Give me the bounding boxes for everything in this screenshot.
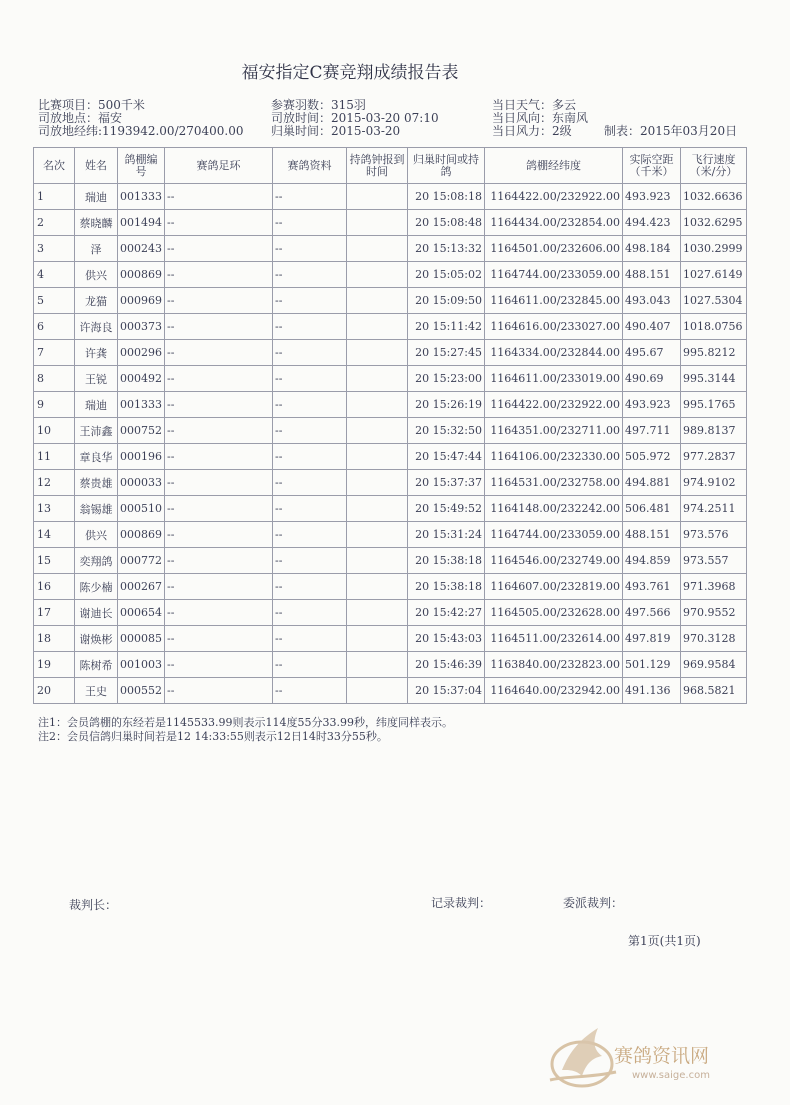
cell-pigeon-info: -- <box>273 652 347 678</box>
cell-clock-time <box>347 626 408 652</box>
pigeon-logo-icon <box>542 1020 622 1092</box>
cell-rank: 18 <box>34 626 75 652</box>
cell-name: 王史 <box>75 678 118 704</box>
cell-loft-coords: 1163840.00/232823.00 <box>485 652 623 678</box>
cell-rank: 6 <box>34 314 75 340</box>
cell-return-time: 20 15:26:19 <box>408 392 485 418</box>
cell-ring: -- <box>165 522 273 548</box>
cell-loft-id: 001333 <box>118 184 165 210</box>
cell-loft-coords: 1164616.00/233027.00 <box>485 314 623 340</box>
table-header-row <box>34 148 747 184</box>
info-event: 比赛项目：500千米 <box>38 98 145 112</box>
cell-loft-coords: 1164334.00/232844.00 <box>485 340 623 366</box>
cell-pigeon-info: -- <box>273 184 347 210</box>
cell-rank: 7 <box>34 340 75 366</box>
cell-rank: 10 <box>34 418 75 444</box>
cell-rank: 17 <box>34 600 75 626</box>
cell-name: 陈少楠 <box>75 574 118 600</box>
cell-clock-time <box>347 236 408 262</box>
cell-name: 龙猫 <box>75 288 118 314</box>
cell-distance: 493.923 <box>623 184 681 210</box>
cell-distance: 493.923 <box>623 392 681 418</box>
results-table-body <box>34 184 747 704</box>
info-compiled-date: 制表：2015年03月20日 <box>604 124 738 138</box>
cell-pigeon-info: -- <box>273 444 347 470</box>
cell-pigeon-info: -- <box>273 548 347 574</box>
watermark-site-url: www.saige.com <box>632 1070 710 1081</box>
cell-pigeon-info: -- <box>273 418 347 444</box>
cell-distance: 490.69 <box>623 366 681 392</box>
table-row <box>34 678 747 704</box>
cell-clock-time <box>347 262 408 288</box>
cell-clock-time <box>347 444 408 470</box>
table-row <box>34 366 747 392</box>
cell-loft-coords: 1164501.00/232606.00 <box>485 236 623 262</box>
cell-loft-coords: 1164640.00/232942.00 <box>485 678 623 704</box>
cell-clock-time <box>347 548 408 574</box>
cell-distance: 491.136 <box>623 678 681 704</box>
header-speed: 飞行速度（米/分） <box>681 148 747 184</box>
table-row <box>34 522 747 548</box>
cell-distance: 506.481 <box>623 496 681 522</box>
cell-ring: -- <box>165 392 273 418</box>
cell-pigeon-info: -- <box>273 626 347 652</box>
cell-clock-time <box>347 496 408 522</box>
cell-clock-time <box>347 574 408 600</box>
signature-chief-judge: 裁判长： <box>69 898 118 912</box>
cell-ring: -- <box>165 678 273 704</box>
cell-distance: 494.881 <box>623 470 681 496</box>
cell-return-time: 20 15:23:00 <box>408 366 485 392</box>
cell-return-time: 20 15:05:02 <box>408 262 485 288</box>
cell-loft-id: 000373 <box>118 314 165 340</box>
cell-loft-id: 000296 <box>118 340 165 366</box>
header-rank: 名次 <box>34 148 75 184</box>
table-row <box>34 548 747 574</box>
cell-loft-coords: 1164611.00/233019.00 <box>485 366 623 392</box>
cell-speed: 974.9102 <box>681 470 747 496</box>
cell-speed: 969.9584 <box>681 652 747 678</box>
cell-loft-coords: 1164505.00/232628.00 <box>485 600 623 626</box>
cell-return-time: 20 15:08:18 <box>408 184 485 210</box>
cell-pigeon-info: -- <box>273 236 347 262</box>
cell-ring: -- <box>165 366 273 392</box>
cell-pigeon-info: -- <box>273 288 347 314</box>
cell-ring: -- <box>165 626 273 652</box>
report-title: 福安指定C赛竞翔成绩报告表 <box>241 63 459 83</box>
signature-record-judge: 记录裁判： <box>431 896 492 910</box>
table-row <box>34 288 747 314</box>
cell-return-time: 20 15:32:50 <box>408 418 485 444</box>
cell-loft-coords: 1164511.00/232614.00 <box>485 626 623 652</box>
cell-loft-coords: 1164422.00/232922.00 <box>485 184 623 210</box>
info-weather: 当日天气：多云 <box>492 98 577 112</box>
cell-rank: 2 <box>34 210 75 236</box>
table-row <box>34 600 747 626</box>
table-row <box>34 574 747 600</box>
cell-pigeon-info: -- <box>273 496 347 522</box>
cell-loft-coords: 1164611.00/232845.00 <box>485 288 623 314</box>
cell-distance: 493.761 <box>623 574 681 600</box>
cell-distance: 494.423 <box>623 210 681 236</box>
table-row <box>34 314 747 340</box>
results-table <box>33 147 747 704</box>
cell-distance: 501.129 <box>623 652 681 678</box>
header-loft-coords: 鸽棚经纬度 <box>485 148 623 184</box>
cell-return-time: 20 15:38:18 <box>408 574 485 600</box>
cell-speed: 1027.6149 <box>681 262 747 288</box>
cell-speed: 1032.6295 <box>681 210 747 236</box>
cell-speed: 995.3144 <box>681 366 747 392</box>
header-pigeon-info: 赛鸽资料 <box>273 148 347 184</box>
cell-speed: 1030.2999 <box>681 236 747 262</box>
cell-name: 王沛鑫 <box>75 418 118 444</box>
cell-name: 供兴 <box>75 262 118 288</box>
cell-return-time: 20 15:43:03 <box>408 626 485 652</box>
note-1: 注1：会员鸽棚的东经若是1145533.99则表示114度55分33.99秒，纬度同样表示。 <box>38 716 453 729</box>
cell-distance: 488.151 <box>623 522 681 548</box>
page-number: 第1页(共1页) <box>628 934 701 948</box>
cell-pigeon-info: -- <box>273 522 347 548</box>
cell-loft-coords: 1164106.00/232330.00 <box>485 444 623 470</box>
cell-rank: 4 <box>34 262 75 288</box>
cell-rank: 13 <box>34 496 75 522</box>
table-row <box>34 652 747 678</box>
cell-speed: 973.557 <box>681 548 747 574</box>
cell-speed: 995.1765 <box>681 392 747 418</box>
table-row <box>34 210 747 236</box>
cell-loft-id: 001333 <box>118 392 165 418</box>
table-row <box>34 184 747 210</box>
cell-pigeon-info: -- <box>273 366 347 392</box>
cell-pigeon-info: -- <box>273 340 347 366</box>
cell-loft-id: 000772 <box>118 548 165 574</box>
table-row <box>34 262 747 288</box>
cell-loft-id: 000085 <box>118 626 165 652</box>
cell-clock-time <box>347 210 408 236</box>
cell-ring: -- <box>165 210 273 236</box>
cell-name: 泽 <box>75 236 118 262</box>
cell-speed: 1018.0756 <box>681 314 747 340</box>
cell-rank: 16 <box>34 574 75 600</box>
table-row <box>34 236 747 262</box>
cell-clock-time <box>347 392 408 418</box>
header-loft-id: 鸽棚编号 <box>118 148 165 184</box>
cell-rank: 11 <box>34 444 75 470</box>
cell-pigeon-info: -- <box>273 678 347 704</box>
cell-distance: 493.043 <box>623 288 681 314</box>
cell-clock-time <box>347 418 408 444</box>
cell-name: 奕翔鸽 <box>75 548 118 574</box>
cell-clock-time <box>347 652 408 678</box>
cell-distance: 490.407 <box>623 314 681 340</box>
cell-pigeon-info: -- <box>273 262 347 288</box>
cell-rank: 15 <box>34 548 75 574</box>
cell-ring: -- <box>165 652 273 678</box>
cell-name: 蔡贵雄 <box>75 470 118 496</box>
cell-rank: 20 <box>34 678 75 704</box>
cell-speed: 974.2511 <box>681 496 747 522</box>
cell-return-time: 20 15:27:45 <box>408 340 485 366</box>
cell-speed: 977.2837 <box>681 444 747 470</box>
cell-pigeon-info: -- <box>273 210 347 236</box>
cell-name: 许海良 <box>75 314 118 340</box>
cell-clock-time <box>347 470 408 496</box>
cell-rank: 14 <box>34 522 75 548</box>
header-ring: 赛鸽足环 <box>165 148 273 184</box>
table-row <box>34 418 747 444</box>
header-clock-time: 持鸽钟报到时间 <box>347 148 408 184</box>
info-wind-force: 当日风力：2级 <box>492 124 572 138</box>
cell-ring: -- <box>165 314 273 340</box>
cell-return-time: 20 15:09:50 <box>408 288 485 314</box>
cell-speed: 971.3968 <box>681 574 747 600</box>
cell-loft-coords: 1164744.00/233059.00 <box>485 522 623 548</box>
cell-rank: 8 <box>34 366 75 392</box>
table-row <box>34 626 747 652</box>
cell-ring: -- <box>165 418 273 444</box>
cell-loft-id: 000267 <box>118 574 165 600</box>
info-release-coords: 司放地经纬:1193942.00/270400.00 <box>38 124 244 138</box>
cell-ring: -- <box>165 444 273 470</box>
cell-loft-id: 000243 <box>118 236 165 262</box>
cell-loft-coords: 1164351.00/232711.00 <box>485 418 623 444</box>
cell-return-time: 20 15:31:24 <box>408 522 485 548</box>
cell-clock-time <box>347 288 408 314</box>
cell-name: 陈树希 <box>75 652 118 678</box>
cell-name: 谢迪长 <box>75 600 118 626</box>
cell-rank: 9 <box>34 392 75 418</box>
cell-return-time: 20 15:11:42 <box>408 314 485 340</box>
info-wind-direction: 当日风向：东南风 <box>492 111 589 125</box>
cell-speed: 970.3128 <box>681 626 747 652</box>
cell-pigeon-info: -- <box>273 314 347 340</box>
cell-return-time: 20 15:42:27 <box>408 600 485 626</box>
cell-ring: -- <box>165 496 273 522</box>
cell-loft-coords: 1164531.00/232758.00 <box>485 470 623 496</box>
cell-pigeon-info: -- <box>273 392 347 418</box>
cell-loft-coords: 1164607.00/232819.00 <box>485 574 623 600</box>
cell-name: 瑞迪 <box>75 392 118 418</box>
cell-rank: 5 <box>34 288 75 314</box>
table-row <box>34 470 747 496</box>
cell-return-time: 20 15:47:44 <box>408 444 485 470</box>
cell-loft-coords: 1164148.00/232242.00 <box>485 496 623 522</box>
cell-loft-id: 001494 <box>118 210 165 236</box>
cell-loft-coords: 1164744.00/233059.00 <box>485 262 623 288</box>
cell-distance: 495.67 <box>623 340 681 366</box>
signature-delegate-judge: 委派裁判： <box>563 896 624 910</box>
cell-speed: 1027.5304 <box>681 288 747 314</box>
header-distance: 实际空距（千米） <box>623 148 681 184</box>
cell-loft-id: 000196 <box>118 444 165 470</box>
cell-name: 谢焕彬 <box>75 626 118 652</box>
cell-pigeon-info: -- <box>273 470 347 496</box>
cell-return-time: 20 15:37:37 <box>408 470 485 496</box>
cell-distance: 505.972 <box>623 444 681 470</box>
cell-loft-coords: 1164422.00/232922.00 <box>485 392 623 418</box>
cell-loft-id: 000654 <box>118 600 165 626</box>
cell-speed: 973.576 <box>681 522 747 548</box>
cell-clock-time <box>347 340 408 366</box>
header-name: 姓名 <box>75 148 118 184</box>
header-return-time: 归巢时间或持鸽 <box>408 148 485 184</box>
cell-loft-id: 000869 <box>118 522 165 548</box>
cell-ring: -- <box>165 236 273 262</box>
cell-loft-id: 000033 <box>118 470 165 496</box>
cell-loft-id: 000510 <box>118 496 165 522</box>
cell-loft-id: 000552 <box>118 678 165 704</box>
info-release-time: 司放时间：2015-03-20 07:10 <box>271 111 439 125</box>
table-row <box>34 496 747 522</box>
cell-distance: 498.184 <box>623 236 681 262</box>
cell-name: 许龚 <box>75 340 118 366</box>
cell-distance: 494.859 <box>623 548 681 574</box>
cell-distance: 497.566 <box>623 600 681 626</box>
info-entries: 参赛羽数：315羽 <box>271 98 366 112</box>
info-release-place: 司放地点：福安 <box>38 111 123 125</box>
cell-clock-time <box>347 366 408 392</box>
note-2: 注2：会员信鸽归巢时间若是12 14:33:55则表示12日14时33分55秒。 <box>38 730 388 743</box>
cell-clock-time <box>347 678 408 704</box>
cell-return-time: 20 15:08:48 <box>408 210 485 236</box>
cell-rank: 3 <box>34 236 75 262</box>
cell-loft-coords: 1164546.00/232749.00 <box>485 548 623 574</box>
table-row <box>34 392 747 418</box>
cell-return-time: 20 15:46:39 <box>408 652 485 678</box>
cell-loft-coords: 1164434.00/232854.00 <box>485 210 623 236</box>
cell-loft-id: 000492 <box>118 366 165 392</box>
cell-distance: 497.711 <box>623 418 681 444</box>
cell-name: 章良华 <box>75 444 118 470</box>
cell-distance: 497.819 <box>623 626 681 652</box>
cell-rank: 1 <box>34 184 75 210</box>
cell-clock-time <box>347 522 408 548</box>
cell-ring: -- <box>165 470 273 496</box>
cell-speed: 968.5821 <box>681 678 747 704</box>
cell-ring: -- <box>165 574 273 600</box>
cell-loft-id: 000869 <box>118 262 165 288</box>
cell-pigeon-info: -- <box>273 574 347 600</box>
cell-ring: -- <box>165 548 273 574</box>
cell-speed: 970.9552 <box>681 600 747 626</box>
cell-name: 王锐 <box>75 366 118 392</box>
cell-ring: -- <box>165 288 273 314</box>
cell-speed: 995.8212 <box>681 340 747 366</box>
watermark-site-name: 赛鸽资讯网 <box>614 1045 710 1067</box>
cell-return-time: 20 15:38:18 <box>408 548 485 574</box>
cell-name: 供兴 <box>75 522 118 548</box>
table-row <box>34 444 747 470</box>
cell-distance: 488.151 <box>623 262 681 288</box>
table-row <box>34 340 747 366</box>
cell-loft-id: 001003 <box>118 652 165 678</box>
info-return-date: 归巢时间：2015-03-20 <box>271 124 401 138</box>
cell-name: 瑞迪 <box>75 184 118 210</box>
cell-return-time: 20 15:13:32 <box>408 236 485 262</box>
cell-speed: 1032.6636 <box>681 184 747 210</box>
cell-return-time: 20 15:49:52 <box>408 496 485 522</box>
cell-name: 翁锡雄 <box>75 496 118 522</box>
cell-name: 蔡晓麟 <box>75 210 118 236</box>
cell-loft-id: 000752 <box>118 418 165 444</box>
cell-return-time: 20 15:37:04 <box>408 678 485 704</box>
cell-ring: -- <box>165 600 273 626</box>
cell-clock-time <box>347 600 408 626</box>
cell-speed: 989.8137 <box>681 418 747 444</box>
cell-ring: -- <box>165 184 273 210</box>
cell-rank: 19 <box>34 652 75 678</box>
cell-rank: 12 <box>34 470 75 496</box>
cell-pigeon-info: -- <box>273 600 347 626</box>
cell-ring: -- <box>165 262 273 288</box>
cell-clock-time <box>347 184 408 210</box>
cell-ring: -- <box>165 340 273 366</box>
cell-clock-time <box>347 314 408 340</box>
cell-loft-id: 000969 <box>118 288 165 314</box>
